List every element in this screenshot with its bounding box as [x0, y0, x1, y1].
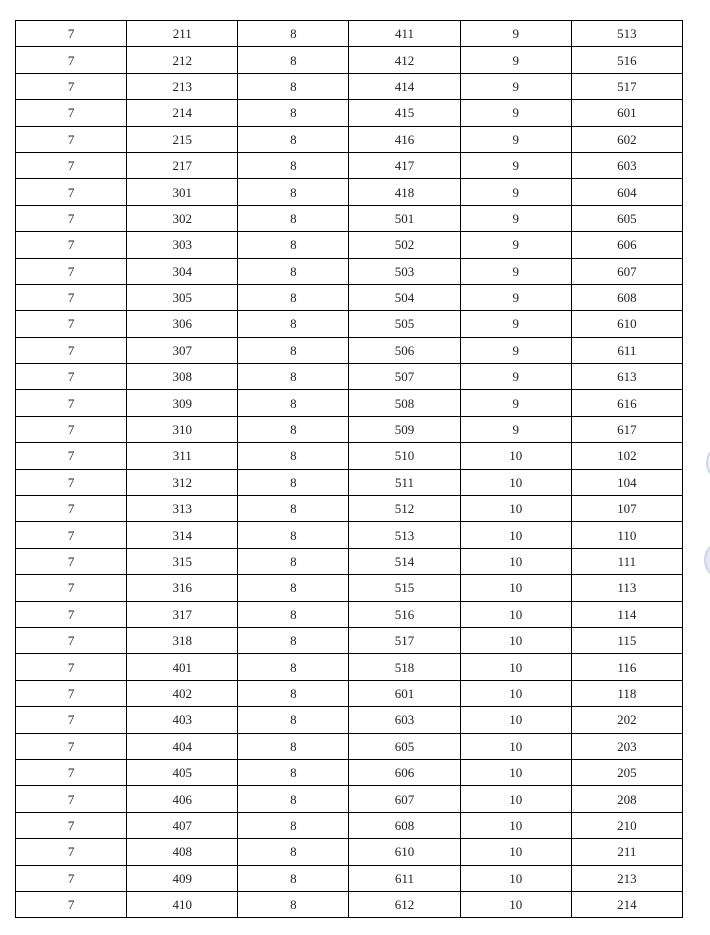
table-row: [16, 390, 683, 416]
table-cell: 7: [16, 707, 127, 733]
table-cell: 9: [460, 311, 571, 337]
table-cell: 7: [16, 496, 127, 522]
table-cell: 9: [460, 364, 571, 390]
table-cell: 8: [238, 707, 349, 733]
table-cell: 313: [127, 496, 238, 522]
table-cell: 415: [349, 100, 460, 126]
table-cell: 309: [127, 390, 238, 416]
table-cell: 210: [571, 812, 682, 838]
table-cell: 613: [571, 364, 682, 390]
table-row: [16, 865, 683, 891]
table-row: [16, 891, 683, 917]
table-cell: 114: [571, 601, 682, 627]
table-cell: 8: [238, 443, 349, 469]
table-cell: 110: [571, 522, 682, 548]
table-cell: 215: [127, 126, 238, 152]
table-cell: 8: [238, 284, 349, 310]
table-cell: 507: [349, 364, 460, 390]
table-cell: 10: [460, 443, 571, 469]
table-cell: 8: [238, 522, 349, 548]
table-cell: 305: [127, 284, 238, 310]
table-row: [16, 707, 683, 733]
table-cell: 407: [127, 812, 238, 838]
table-row: [16, 179, 683, 205]
table-row: [16, 126, 683, 152]
table-cell: 403: [127, 707, 238, 733]
table-cell: 312: [127, 469, 238, 495]
table-cell: 414: [349, 73, 460, 99]
table-cell: 9: [460, 205, 571, 231]
table-cell: 501: [349, 205, 460, 231]
table-cell: 10: [460, 812, 571, 838]
table-cell: 8: [238, 654, 349, 680]
table-cell: 10: [460, 707, 571, 733]
table-cell: 115: [571, 627, 682, 653]
table-cell: 8: [238, 152, 349, 178]
table-cell: 416: [349, 126, 460, 152]
table-row: [16, 152, 683, 178]
table-row: [16, 337, 683, 363]
table-row: [16, 522, 683, 548]
table-cell: 9: [460, 21, 571, 47]
table-cell: 7: [16, 284, 127, 310]
table-cell: 517: [349, 627, 460, 653]
table-cell: 9: [460, 232, 571, 258]
table-cell: 603: [349, 707, 460, 733]
table-cell: 10: [460, 654, 571, 680]
table-cell: 303: [127, 232, 238, 258]
table-cell: 9: [460, 47, 571, 73]
table-cell: 318: [127, 627, 238, 653]
table-cell: 7: [16, 812, 127, 838]
table-cell: 513: [571, 21, 682, 47]
table-row: [16, 232, 683, 258]
table-cell: 506: [349, 337, 460, 363]
table-cell: 111: [571, 548, 682, 574]
table-cell: 8: [238, 311, 349, 337]
table-cell: 304: [127, 258, 238, 284]
table-cell: 7: [16, 232, 127, 258]
table-cell: 8: [238, 179, 349, 205]
table-cell: 8: [238, 865, 349, 891]
table-cell: 208: [571, 786, 682, 812]
table-cell: 601: [571, 100, 682, 126]
table-cell: 10: [460, 865, 571, 891]
table-cell: 7: [16, 152, 127, 178]
table-cell: 7: [16, 548, 127, 574]
edge-circle-decoration: [706, 446, 710, 480]
table-cell: 8: [238, 891, 349, 917]
table-row: [16, 654, 683, 680]
table-cell: 9: [460, 73, 571, 99]
table-cell: 8: [238, 786, 349, 812]
table-cell: 610: [571, 311, 682, 337]
table-cell: 608: [349, 812, 460, 838]
table-cell: 211: [571, 839, 682, 865]
table-cell: 405: [127, 759, 238, 785]
table-cell: 7: [16, 575, 127, 601]
data-table: [15, 20, 683, 918]
table-cell: 517: [571, 73, 682, 99]
table-cell: 311: [127, 443, 238, 469]
table-cell: 9: [460, 284, 571, 310]
table-cell: 7: [16, 469, 127, 495]
table-cell: 8: [238, 733, 349, 759]
table-cell: 604: [571, 179, 682, 205]
table-cell: 10: [460, 469, 571, 495]
table-cell: 602: [571, 126, 682, 152]
table-cell: 7: [16, 443, 127, 469]
table-cell: 7: [16, 337, 127, 363]
table-cell: 7: [16, 416, 127, 442]
table-row: [16, 100, 683, 126]
table-cell: 7: [16, 179, 127, 205]
table-cell: 505: [349, 311, 460, 337]
table-row: [16, 575, 683, 601]
table-cell: 212: [127, 47, 238, 73]
table-cell: 213: [127, 73, 238, 99]
table-cell: 8: [238, 627, 349, 653]
table-cell: 10: [460, 759, 571, 785]
table-cell: 408: [127, 839, 238, 865]
table-cell: 7: [16, 891, 127, 917]
table-cell: 202: [571, 707, 682, 733]
table-cell: 8: [238, 21, 349, 47]
table-cell: 8: [238, 205, 349, 231]
table-cell: 514: [349, 548, 460, 574]
table-cell: 7: [16, 364, 127, 390]
table-cell: 7: [16, 654, 127, 680]
table-cell: 10: [460, 601, 571, 627]
table-row: [16, 786, 683, 812]
table-cell: 502: [349, 232, 460, 258]
table-cell: 10: [460, 786, 571, 812]
table-cell: 8: [238, 839, 349, 865]
table-cell: 611: [571, 337, 682, 363]
table-cell: 606: [571, 232, 682, 258]
table-row: [16, 311, 683, 337]
table-cell: 7: [16, 73, 127, 99]
table-cell: 508: [349, 390, 460, 416]
table-cell: 10: [460, 891, 571, 917]
table-cell: 306: [127, 311, 238, 337]
table-cell: 610: [349, 839, 460, 865]
table-cell: 10: [460, 733, 571, 759]
table-cell: 516: [571, 47, 682, 73]
table-cell: 315: [127, 548, 238, 574]
table-cell: 513: [349, 522, 460, 548]
table-cell: 603: [571, 152, 682, 178]
table-cell: 116: [571, 654, 682, 680]
table-cell: 9: [460, 152, 571, 178]
table-cell: 314: [127, 522, 238, 548]
table-cell: 8: [238, 601, 349, 627]
table-cell: 402: [127, 680, 238, 706]
table-cell: 316: [127, 575, 238, 601]
table-cell: 10: [460, 680, 571, 706]
table-cell: 10: [460, 522, 571, 548]
table-cell: 104: [571, 469, 682, 495]
table-cell: 8: [238, 469, 349, 495]
table-cell: 308: [127, 364, 238, 390]
table-cell: 7: [16, 100, 127, 126]
table-cell: 203: [571, 733, 682, 759]
table-cell: 217: [127, 152, 238, 178]
table-cell: 7: [16, 759, 127, 785]
table-cell: 616: [571, 390, 682, 416]
table-row: [16, 205, 683, 231]
table-cell: 310: [127, 416, 238, 442]
table-row: [16, 258, 683, 284]
table-row: [16, 601, 683, 627]
table-row: [16, 47, 683, 73]
table-cell: 410: [127, 891, 238, 917]
document-page: [15, 20, 683, 918]
table-cell: 8: [238, 73, 349, 99]
table-cell: 7: [16, 839, 127, 865]
table-cell: 9: [460, 337, 571, 363]
table-cell: 504: [349, 284, 460, 310]
table-cell: 107: [571, 496, 682, 522]
table-cell: 7: [16, 601, 127, 627]
table-cell: 601: [349, 680, 460, 706]
table-cell: 7: [16, 786, 127, 812]
table-cell: 8: [238, 337, 349, 363]
table-cell: 7: [16, 205, 127, 231]
table-cell: 8: [238, 258, 349, 284]
table-cell: 7: [16, 390, 127, 416]
table-cell: 8: [238, 812, 349, 838]
table-cell: 417: [349, 152, 460, 178]
table-cell: 102: [571, 443, 682, 469]
table-cell: 307: [127, 337, 238, 363]
table-cell: 9: [460, 126, 571, 152]
table-cell: 404: [127, 733, 238, 759]
table-cell: 611: [349, 865, 460, 891]
table-cell: 10: [460, 548, 571, 574]
table-cell: 10: [460, 496, 571, 522]
table-cell: 411: [349, 21, 460, 47]
table-row: [16, 443, 683, 469]
table-cell: 607: [571, 258, 682, 284]
table-cell: 10: [460, 627, 571, 653]
table-cell: 8: [238, 496, 349, 522]
table-cell: 516: [349, 601, 460, 627]
table-cell: 7: [16, 627, 127, 653]
table-row: [16, 21, 683, 47]
table-cell: 8: [238, 126, 349, 152]
table-cell: 518: [349, 654, 460, 680]
table-cell: 10: [460, 575, 571, 601]
table-cell: 606: [349, 759, 460, 785]
table-cell: 512: [349, 496, 460, 522]
table-cell: 503: [349, 258, 460, 284]
table-cell: 607: [349, 786, 460, 812]
table-cell: 9: [460, 390, 571, 416]
table-row: [16, 733, 683, 759]
table-cell: 8: [238, 548, 349, 574]
table-cell: 605: [571, 205, 682, 231]
table-row: [16, 364, 683, 390]
table-cell: 10: [460, 839, 571, 865]
table-cell: 8: [238, 47, 349, 73]
table-cell: 8: [238, 759, 349, 785]
table-cell: 401: [127, 654, 238, 680]
table-cell: 8: [238, 416, 349, 442]
table-row: [16, 469, 683, 495]
table-cell: 8: [238, 680, 349, 706]
table-cell: 8: [238, 575, 349, 601]
table-cell: 205: [571, 759, 682, 785]
table-cell: 7: [16, 311, 127, 337]
table-cell: 412: [349, 47, 460, 73]
table-cell: 511: [349, 469, 460, 495]
table-cell: 7: [16, 47, 127, 73]
table-row: [16, 548, 683, 574]
table-cell: 8: [238, 232, 349, 258]
table-cell: 113: [571, 575, 682, 601]
table-cell: 7: [16, 865, 127, 891]
table-cell: 8: [238, 100, 349, 126]
table-row: [16, 680, 683, 706]
table-cell: 406: [127, 786, 238, 812]
table-cell: 409: [127, 865, 238, 891]
table-cell: 214: [127, 100, 238, 126]
table-cell: 7: [16, 733, 127, 759]
table-row: [16, 284, 683, 310]
table-row: [16, 839, 683, 865]
table-cell: 317: [127, 601, 238, 627]
table-cell: 418: [349, 179, 460, 205]
table-cell: 515: [349, 575, 460, 601]
table-cell: 7: [16, 522, 127, 548]
table-cell: 8: [238, 390, 349, 416]
table-row: [16, 416, 683, 442]
table-row: [16, 73, 683, 99]
table-cell: 9: [460, 100, 571, 126]
table-cell: 213: [571, 865, 682, 891]
table-cell: 302: [127, 205, 238, 231]
table-cell: 7: [16, 21, 127, 47]
table-cell: 9: [460, 179, 571, 205]
table-row: [16, 496, 683, 522]
table-cell: 9: [460, 258, 571, 284]
table-row: [16, 812, 683, 838]
edge-circle-decoration: [704, 542, 710, 578]
table-cell: 608: [571, 284, 682, 310]
table-cell: 9: [460, 416, 571, 442]
table-cell: 118: [571, 680, 682, 706]
table-cell: 211: [127, 21, 238, 47]
table-cell: 8: [238, 364, 349, 390]
table-cell: 617: [571, 416, 682, 442]
table-row: [16, 759, 683, 785]
table-cell: 605: [349, 733, 460, 759]
table-cell: 7: [16, 680, 127, 706]
table-cell: 509: [349, 416, 460, 442]
table-cell: 612: [349, 891, 460, 917]
table-row: [16, 627, 683, 653]
table-cell: 301: [127, 179, 238, 205]
table-cell: 214: [571, 891, 682, 917]
table-cell: 7: [16, 126, 127, 152]
table-body: [16, 21, 683, 918]
table-cell: 7: [16, 258, 127, 284]
table-cell: 510: [349, 443, 460, 469]
